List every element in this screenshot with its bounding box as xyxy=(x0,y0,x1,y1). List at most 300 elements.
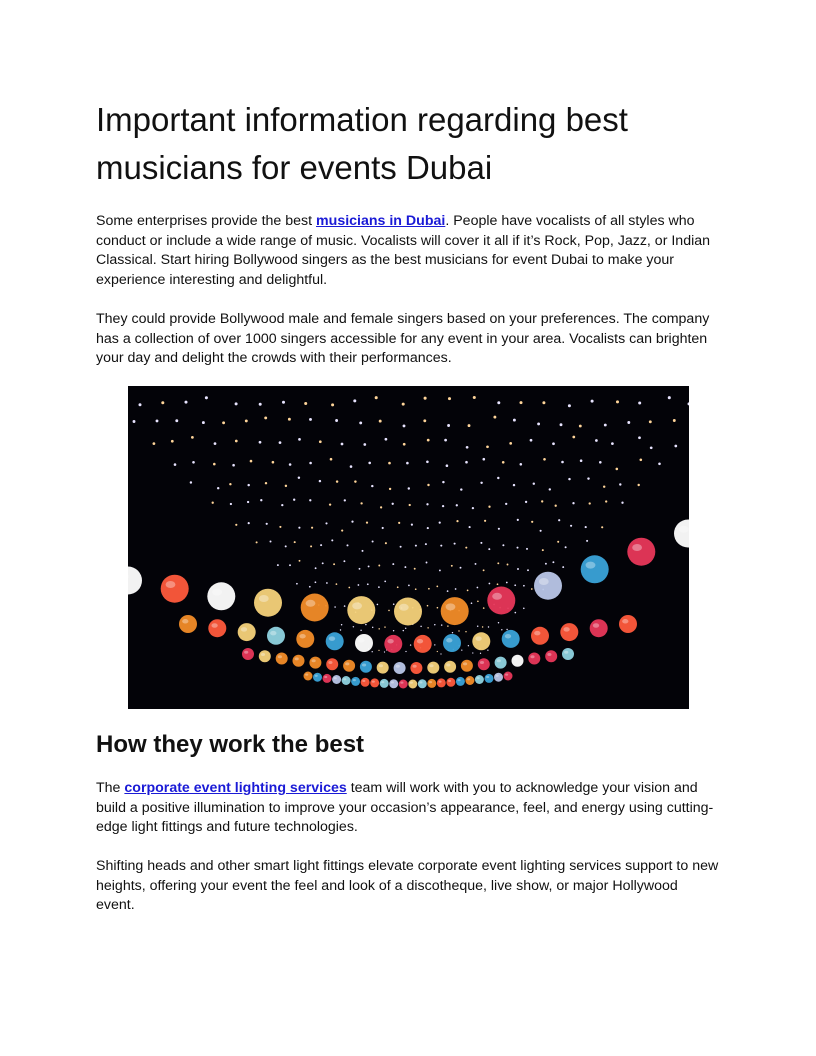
string-light xyxy=(388,610,390,612)
string-light xyxy=(477,600,479,602)
string-light xyxy=(480,653,481,654)
lantern-highlight xyxy=(530,655,534,658)
string-light xyxy=(385,542,387,544)
string-light xyxy=(232,464,235,467)
string-light xyxy=(426,461,429,464)
lantern-highlight xyxy=(410,681,413,683)
paper-lantern xyxy=(441,597,469,625)
string-light xyxy=(468,424,471,427)
paper-lantern xyxy=(293,655,305,667)
paper-lantern xyxy=(242,648,254,660)
string-light xyxy=(507,564,509,566)
string-light xyxy=(426,562,428,564)
string-light xyxy=(191,436,194,439)
lantern-highlight xyxy=(632,544,642,551)
paper-lantern xyxy=(377,662,389,674)
paper-lantern xyxy=(418,679,427,688)
string-light xyxy=(587,477,589,479)
paper-lantern xyxy=(531,627,549,645)
string-light xyxy=(311,527,313,529)
string-light xyxy=(368,462,371,465)
string-light xyxy=(673,419,676,422)
string-light xyxy=(468,645,469,646)
string-light xyxy=(298,477,300,479)
lantern-highlight xyxy=(679,526,689,533)
string-light xyxy=(378,650,379,651)
string-light xyxy=(440,545,442,547)
string-light xyxy=(279,526,281,528)
string-light xyxy=(488,548,490,550)
string-light xyxy=(562,566,564,568)
paper-lantern xyxy=(562,648,574,660)
string-light xyxy=(441,624,442,625)
string-light xyxy=(552,442,555,445)
lantern-highlight xyxy=(241,627,247,632)
string-light xyxy=(502,461,505,464)
string-light xyxy=(605,500,607,502)
lantern-highlight xyxy=(328,661,332,664)
string-light xyxy=(523,608,525,610)
paper-lantern xyxy=(437,678,446,687)
string-light xyxy=(461,649,462,650)
paper-lantern xyxy=(495,657,507,669)
lantern-highlight xyxy=(212,589,222,596)
string-light xyxy=(486,445,489,448)
string-light xyxy=(428,588,430,590)
paper-lantern xyxy=(534,572,562,600)
string-light xyxy=(519,401,522,404)
string-light xyxy=(250,460,253,463)
string-light xyxy=(595,439,598,442)
string-light xyxy=(415,588,417,590)
string-light xyxy=(296,583,298,585)
paper-lantern xyxy=(309,657,321,669)
string-light xyxy=(400,546,402,548)
string-light xyxy=(378,628,379,629)
string-light xyxy=(375,396,378,399)
string-light xyxy=(460,488,462,490)
string-light xyxy=(309,462,312,465)
string-light xyxy=(572,502,574,504)
string-light xyxy=(549,488,551,490)
string-light xyxy=(458,630,459,631)
string-light xyxy=(372,627,373,628)
string-light xyxy=(488,506,490,508)
paper-lantern xyxy=(408,680,417,689)
string-light xyxy=(348,587,350,589)
paper-lantern xyxy=(128,567,142,595)
string-light xyxy=(483,607,485,609)
string-light xyxy=(245,419,248,422)
string-light xyxy=(558,519,560,521)
string-light xyxy=(340,629,341,630)
string-light xyxy=(477,625,478,626)
string-light xyxy=(410,644,411,645)
paper-lantern xyxy=(207,582,235,610)
string-light xyxy=(402,403,405,406)
string-light xyxy=(436,586,438,588)
string-light xyxy=(465,631,466,632)
paper-lantern xyxy=(456,677,465,686)
string-light xyxy=(235,524,237,526)
lantern-highlight xyxy=(463,662,467,665)
string-light xyxy=(281,504,283,506)
paper-lantern xyxy=(370,678,379,687)
string-light xyxy=(545,563,547,565)
string-light xyxy=(259,441,262,444)
string-light xyxy=(543,458,546,461)
string-light xyxy=(264,416,267,419)
string-light xyxy=(331,403,334,406)
paper-lantern xyxy=(619,615,637,633)
string-light xyxy=(674,445,677,448)
string-light xyxy=(505,503,507,505)
string-light xyxy=(603,485,605,487)
musicians-in-dubai-link[interactable]: musicians in Dubai xyxy=(316,213,446,229)
string-light xyxy=(531,588,533,590)
paper-lantern xyxy=(494,673,503,682)
string-light xyxy=(616,468,619,471)
string-light xyxy=(299,560,301,562)
lantern-highlight xyxy=(391,681,394,683)
string-light xyxy=(272,461,275,464)
string-light xyxy=(425,543,427,545)
string-light xyxy=(184,401,187,404)
string-light xyxy=(354,480,356,482)
string-light xyxy=(335,419,338,422)
paper-lantern xyxy=(342,676,351,685)
string-light xyxy=(639,458,642,461)
string-light xyxy=(668,396,671,399)
string-light xyxy=(489,583,491,585)
string-light xyxy=(320,544,322,546)
paper-lantern xyxy=(478,658,490,670)
paper-lantern xyxy=(487,587,515,615)
paper-lantern xyxy=(410,662,422,674)
string-light xyxy=(359,568,361,570)
string-light xyxy=(309,418,312,421)
lantern-highlight xyxy=(372,680,375,682)
lantern-highlight xyxy=(353,679,356,681)
string-light xyxy=(379,420,382,423)
string-light xyxy=(333,563,335,565)
string-light xyxy=(344,605,346,607)
lantern-highlight xyxy=(586,562,596,569)
string-light xyxy=(434,644,435,645)
string-light xyxy=(259,403,262,406)
string-light xyxy=(456,520,458,522)
paper-lantern xyxy=(161,575,189,603)
string-light xyxy=(190,481,192,483)
string-light xyxy=(403,443,406,446)
string-light xyxy=(205,396,208,399)
string-light xyxy=(408,585,410,587)
string-light xyxy=(372,651,373,652)
intro-text-end: . People have vocalists of all styles who conduct or include a wide range of music. Vocalists will cover it all if it’s Rock, Pop, Jazz, or Indian Classical. Start hiring Bollywood singers as the best musicians for event Dubai to make your experience interesting and delightful. xyxy=(96,213,711,288)
string-light xyxy=(293,499,295,501)
string-light xyxy=(542,549,544,551)
string-light xyxy=(336,480,338,482)
string-light xyxy=(405,651,406,652)
string-light xyxy=(561,461,564,464)
string-light xyxy=(411,524,413,526)
string-light xyxy=(540,530,542,532)
paper-lantern xyxy=(502,630,520,648)
string-light xyxy=(372,540,374,542)
corporate-event-lighting-link[interactable]: corporate event lighting services xyxy=(124,780,347,796)
paper-lantern xyxy=(259,650,271,662)
string-light xyxy=(319,440,322,443)
lantern-highlight xyxy=(306,600,316,607)
lantern-highlight xyxy=(396,665,400,668)
paper-lantern xyxy=(296,630,314,648)
string-light xyxy=(385,438,388,441)
paper-lantern xyxy=(394,598,422,626)
string-light xyxy=(329,503,331,505)
page-title: Important information regarding best musicians for events Dubai xyxy=(96,101,628,186)
paper-lantern xyxy=(512,655,524,667)
string-light xyxy=(161,401,164,404)
string-light xyxy=(353,399,356,402)
string-light xyxy=(579,425,582,428)
string-light xyxy=(440,653,441,654)
string-light xyxy=(368,565,370,567)
paper-lantern xyxy=(461,660,473,672)
string-light xyxy=(414,568,416,570)
paper-lantern xyxy=(581,555,609,583)
string-light xyxy=(497,401,500,404)
string-light xyxy=(202,421,205,424)
string-light xyxy=(294,541,296,543)
string-light xyxy=(484,520,486,522)
string-light xyxy=(580,459,583,462)
string-light xyxy=(380,506,382,508)
string-light xyxy=(331,539,333,541)
string-light xyxy=(266,523,268,525)
string-light xyxy=(520,463,523,466)
string-light xyxy=(447,424,450,427)
lantern-highlight xyxy=(182,619,188,624)
string-light xyxy=(533,482,535,484)
string-light xyxy=(498,622,499,623)
string-light xyxy=(420,626,421,627)
paper-lantern xyxy=(326,658,338,670)
string-light xyxy=(482,458,485,461)
lantern-highlight xyxy=(457,679,460,681)
paper-lantern xyxy=(427,679,436,688)
paper-lantern xyxy=(332,675,341,684)
lantern-highlight xyxy=(497,659,501,662)
string-light xyxy=(360,502,362,504)
string-light xyxy=(358,584,360,586)
string-light xyxy=(213,463,216,466)
string-light xyxy=(133,420,136,423)
string-light xyxy=(367,583,369,585)
string-light xyxy=(493,416,496,419)
string-light xyxy=(442,505,444,507)
string-light xyxy=(560,423,563,426)
string-light xyxy=(604,424,607,427)
string-light xyxy=(309,586,311,588)
string-light xyxy=(350,465,353,468)
string-light xyxy=(552,561,554,563)
lantern-highlight xyxy=(514,657,518,660)
string-light xyxy=(388,462,391,465)
string-light xyxy=(649,420,652,423)
string-light xyxy=(482,626,483,627)
paper-lantern xyxy=(674,520,689,548)
paper-lantern xyxy=(301,594,329,622)
lantern-highlight xyxy=(381,681,384,683)
lantern-highlight xyxy=(315,675,318,677)
lantern-highlight xyxy=(329,636,335,641)
string-light xyxy=(175,419,178,422)
string-light xyxy=(405,628,406,629)
string-light xyxy=(638,402,641,405)
string-light xyxy=(437,651,438,652)
string-light xyxy=(171,440,174,443)
lantern-highlight xyxy=(244,651,248,654)
paper-lantern xyxy=(528,653,540,665)
string-light xyxy=(471,602,473,604)
string-light xyxy=(247,484,249,486)
string-light xyxy=(288,418,291,421)
string-light xyxy=(557,541,559,543)
string-light xyxy=(404,566,406,568)
string-light xyxy=(156,419,159,422)
paper-lantern xyxy=(389,679,398,688)
string-light xyxy=(525,501,527,503)
string-light xyxy=(353,626,354,627)
string-light xyxy=(586,540,588,542)
paper-lantern xyxy=(208,619,226,637)
string-light xyxy=(346,544,348,546)
lantern-highlight xyxy=(400,681,403,683)
string-light xyxy=(517,547,519,549)
lantern-highlight xyxy=(278,655,282,658)
paper-lantern xyxy=(472,632,490,650)
paper-lantern xyxy=(323,674,332,683)
paper-lantern xyxy=(360,661,372,673)
string-light xyxy=(439,569,441,571)
lantern-highlight xyxy=(492,593,502,600)
lantern-highlight xyxy=(477,677,480,679)
string-light xyxy=(572,436,575,439)
string-light xyxy=(393,630,394,631)
paper-lantern xyxy=(347,596,375,624)
string-light xyxy=(343,560,345,562)
string-light xyxy=(523,585,525,587)
string-light xyxy=(487,650,488,651)
string-light xyxy=(315,581,317,583)
intro-paragraph xyxy=(96,212,720,290)
string-light xyxy=(447,590,449,592)
string-light xyxy=(341,624,342,625)
lantern-highlight xyxy=(362,680,365,682)
string-light xyxy=(621,502,623,504)
lantern-highlight xyxy=(312,659,316,662)
string-light xyxy=(398,522,400,524)
string-light xyxy=(315,567,317,569)
string-light xyxy=(326,582,328,584)
paper-lantern xyxy=(351,677,360,686)
string-light xyxy=(406,462,409,465)
string-light xyxy=(384,626,385,627)
string-light xyxy=(344,499,346,501)
string-light xyxy=(517,568,519,570)
string-light xyxy=(515,612,517,614)
string-light xyxy=(509,442,512,445)
paper-lantern xyxy=(485,674,494,683)
string-light xyxy=(403,424,406,427)
string-light xyxy=(174,463,177,466)
string-light xyxy=(469,526,471,528)
string-light xyxy=(426,503,428,505)
string-light xyxy=(378,565,380,567)
string-light xyxy=(591,400,594,403)
string-light xyxy=(427,439,430,442)
string-light xyxy=(424,397,427,400)
lanterns-image xyxy=(128,386,689,709)
string-light xyxy=(230,503,232,505)
lantern-highlight xyxy=(362,664,366,667)
lantern-highlight xyxy=(417,639,423,644)
paper-lantern xyxy=(384,635,402,653)
string-light xyxy=(627,421,630,424)
string-light xyxy=(265,482,267,484)
string-light xyxy=(480,542,482,544)
string-light xyxy=(427,484,429,486)
string-light xyxy=(325,522,327,524)
lantern-highlight xyxy=(261,653,265,656)
string-light xyxy=(442,481,444,483)
paper-lantern xyxy=(465,676,474,685)
string-light xyxy=(393,603,395,605)
string-light xyxy=(616,400,619,403)
string-light xyxy=(256,541,258,543)
paper-lantern xyxy=(443,634,461,652)
paper-lantern xyxy=(267,627,285,645)
string-light xyxy=(517,519,519,521)
string-light xyxy=(384,651,385,652)
string-light xyxy=(330,458,333,461)
string-light xyxy=(599,461,602,464)
string-light xyxy=(397,586,399,588)
paper-lantern xyxy=(475,675,484,684)
paper-lantern xyxy=(545,650,557,662)
paper-lantern xyxy=(380,679,389,688)
paper-lantern xyxy=(590,619,608,637)
string-light xyxy=(322,562,324,564)
string-light xyxy=(289,463,292,466)
string-light xyxy=(437,607,439,609)
lantern-highlight xyxy=(379,664,383,667)
string-light xyxy=(247,501,249,503)
string-light xyxy=(260,499,262,501)
string-light xyxy=(570,525,572,527)
string-light xyxy=(506,582,508,584)
string-light xyxy=(362,550,364,552)
paper-lantern xyxy=(414,635,432,653)
string-light xyxy=(475,563,477,565)
string-light xyxy=(392,563,394,565)
string-light xyxy=(456,504,458,506)
lantern-highlight xyxy=(295,657,299,660)
string-light xyxy=(269,540,271,542)
string-light xyxy=(506,629,507,630)
paper-lantern xyxy=(361,678,370,687)
paper-lantern xyxy=(627,538,655,566)
